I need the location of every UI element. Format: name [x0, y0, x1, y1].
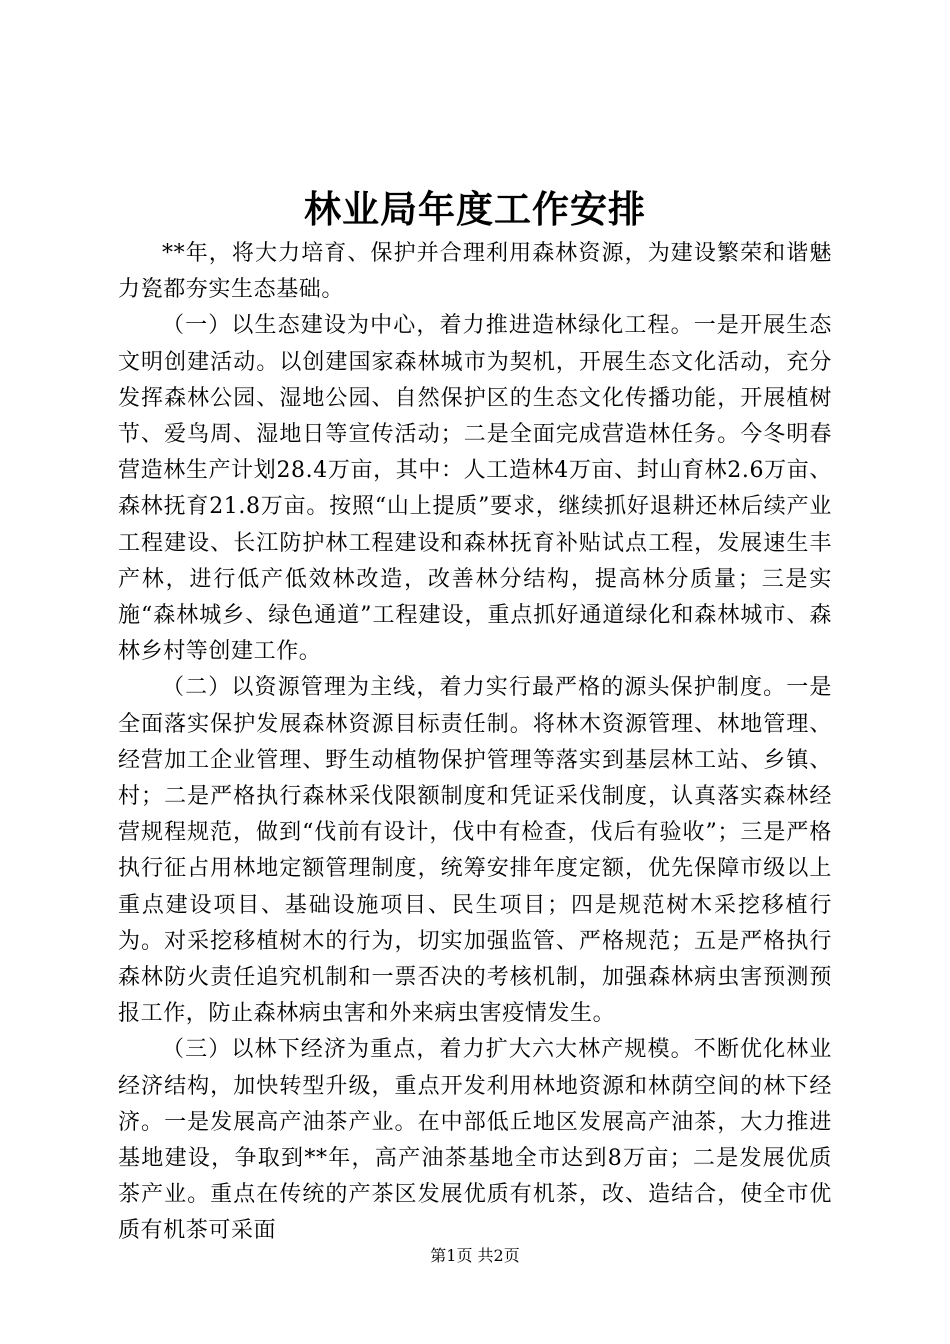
paragraph-section-2: （二）以资源管理为主线，着力实行最严格的源头保护制度。一是全面落实保护发展森林资源目标责任制。将林木资源管理、林地管理、经营加工企业管理、野生动植物保护管理等落实到基层林工站、乡镇、村；二是严格执行森林采伐限额制度和凭证采伐制度，认真落实森林经营规程规范，做到“伐前有设计，伐中有检查，伐后有验收”；三是严格执行征占用林地定额管理制度，统筹安排年度定额，优先保障市级以上重点建设项目、基础设施项目、民生项目；四是规范树木采挖移植行为。对采挖移植树木的行为，切实加强监管、严格规范；五是严格执行森林防火责任追究机制和一票否决的考核机制，加强森林病虫害预测预报工作，防止森林病虫害和外来病虫害疫情发生。 — [118, 675, 832, 1027]
document-title: 林业局年度工作安排 — [304, 187, 646, 231]
paragraph-intro: **年，将大力培育、保护并合理利用森林资源，为建设繁荣和谐魅力瓷都夯实生态基础。 — [118, 241, 832, 303]
paragraph-section-1: （一）以生态建设为中心，着力推进造林绿化工程。一是开展生态文明创建活动。以创建国家森林城市为契机，开展生态文化活动，充分发挥森林公园、湿地公园、自然保护区的生态文化传播功能，开展植树节、爱鸟周、湿地日等宣传活动；二是全面完成营造林任务。今冬明春营造林生产计划28.4万亩，其中：人工造林4万亩、封山育林2.6万亩、森林抚育21.8万亩。按照“山上提质”要求，继续抓好退耕还林后续产业工程建设、长江防护林工程建设和森林抚育补贴试点工程，发展速生丰产林，进行低产低效林改造，改善林分结构，提高林分质量；三是实施“森林城乡、绿色通道”工程建设，重点抓好通道绿化和森林城市、森林乡村等创建工作。 — [118, 313, 832, 665]
document-body — [118, 236, 832, 1250]
page-number-footer: 第1页 共2页 — [430, 1246, 520, 1265]
paragraph-section-3: （三）以林下经济为重点，着力扩大六大林产规模。不断优化林业经济结构，加快转型升级，重点开发利用林地资源和林荫空间的林下经济。一是发展高产油茶产业。在中部低丘地区发展高产油茶，大力推进基地建设，争取到**年，高产油茶基地全市达到8万亩；二是发展优质茶产业。重点在传统的产茶区发展优质有机茶，改、造结合，使全市优质有机茶可采面 — [118, 1037, 832, 1244]
